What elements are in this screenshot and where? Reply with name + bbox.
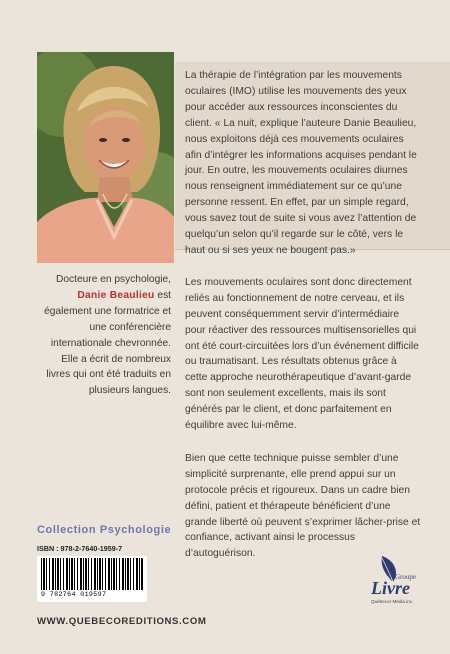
isbn: ISBN : 978-2-7640-1959-7 bbox=[37, 544, 123, 553]
barcode-bars bbox=[41, 558, 143, 590]
author-photo bbox=[37, 52, 174, 263]
bio-prefix: Docteure en psychologie, bbox=[56, 274, 171, 285]
logo-livre: Livre bbox=[371, 578, 410, 598]
barcode-digits: 9 782764 019597 bbox=[41, 591, 107, 598]
logo-groupe: Groupe bbox=[395, 573, 416, 581]
description bbox=[185, 68, 421, 579]
publisher-logo bbox=[360, 552, 440, 608]
barcode bbox=[37, 556, 147, 602]
logo-tagline: Québecor Média inc. bbox=[371, 599, 414, 604]
author-bio bbox=[37, 272, 171, 399]
author-name: Danie Beaulieu bbox=[77, 289, 155, 301]
publisher-website: WWW.QUEBECOREDITIONS.COM bbox=[37, 616, 207, 627]
description-paragraph-2: Les mouvements oculaires sont donc directement reliés au fonctionnement de notre cerveau, et ils peuvent conséquemment servir d’intermédiaire pour réactiver des ressources multisensorielles qui ont été court-circuitées lors d’un événement difficile ou traumatisant. Les résultats obtenus grâce à cette approche neurothérapeutique d’avant-garde sont non seulement excellents, mais ils sont générés par le client, et donc parfaitement en équilibre avec lui-même. bbox=[185, 276, 419, 432]
bio-suffix: est également une formatrice et une conférencière internationale chevronnée. Elle a écrit de nombreux livres qui ont été traduits en plusieurs langues. bbox=[44, 289, 171, 397]
collection-title: Collection Psychologie bbox=[37, 524, 172, 536]
description-paragraph-1: La thérapie de l’intégration par les mouvements oculaires (IMO) utilise les mouvements des yeux pour accéder aux ressources inconscientes du client. « La nuit, explique l’auteure Danie Beaulieu, nous exploitons déjà ces mouvements oculaires afin d’intégrer les informations acquises pendant le jour. En outre, les mouvements oculaires diurnes nous renseignent immédiatement sur ce qu’une personne ressent. En effet, par un simple regard, vous savez tout de suite si vous avez l’attention de quelqu’un selon qu’il regarde sur le côté, vers le haut ou si ses yeux ne bougent pas.» bbox=[185, 70, 417, 256]
description-paragraph-3: Bien que cette technique puisse sembler d’une simplicité surprenante, elle prend appui sur un protocole précis et rigoureux. Dans un cadre bien défini, patient et thérapeute bénéficient d’une grande liberté où peuvent s’exprimer lâcher-prise et confiance, activant ainsi le processus d’autoguérison. bbox=[185, 452, 421, 560]
